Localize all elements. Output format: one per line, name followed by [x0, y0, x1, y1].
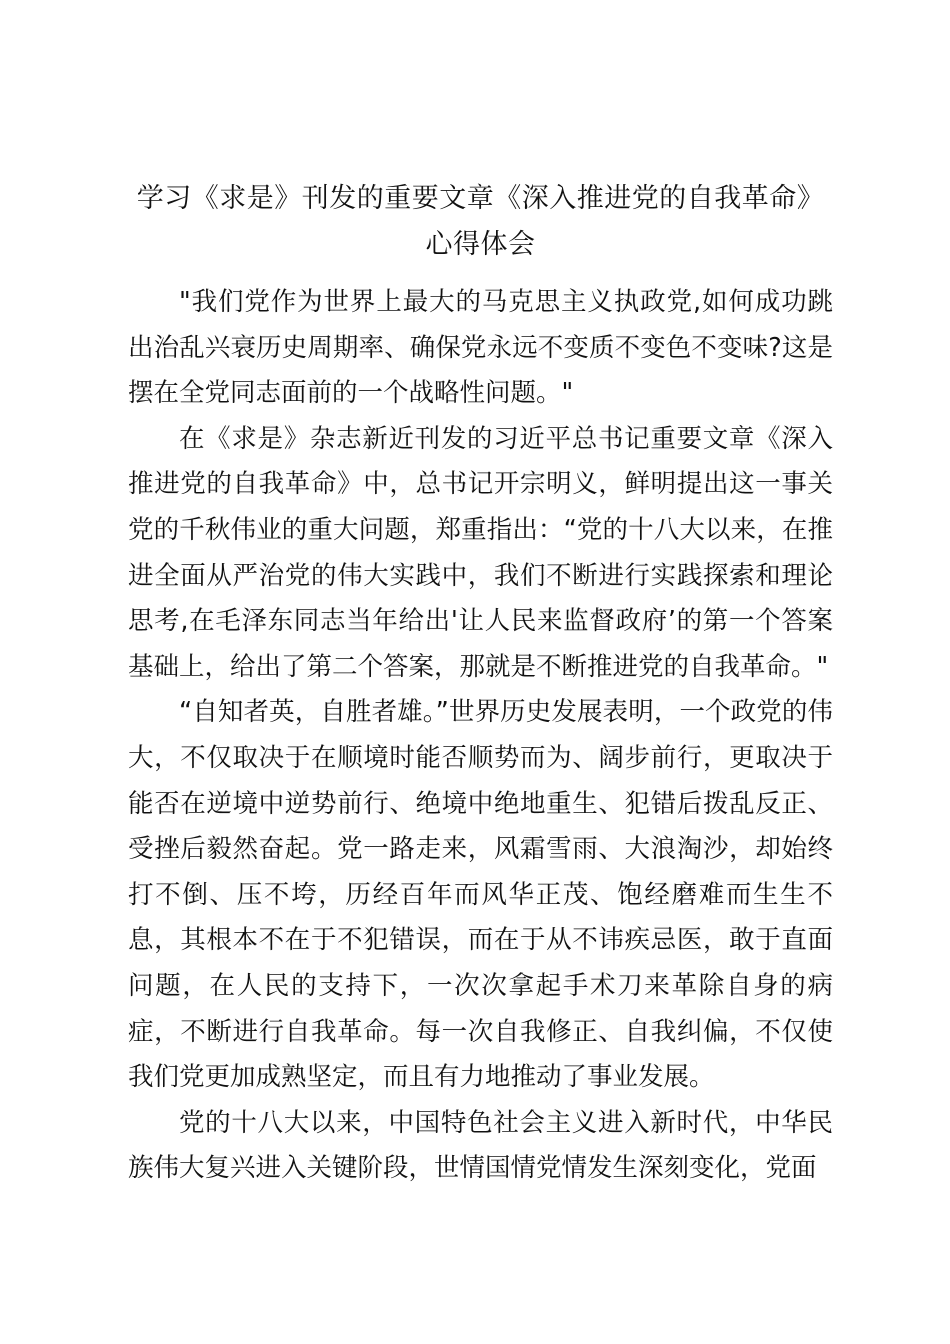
document-title: 学习《求是》刊发的重要文章《深入推进党的自我革命》心得体会	[136, 183, 825, 260]
paragraph-1: "我们党作为世界上最大的马克思主义执政党,如何成功跳出治乱兴衰历史周期率、确保党永远不变质不变色不变味?这是摆在全党同志面前的一个战略性问题。"	[128, 287, 833, 409]
paragraph-3: “自知者英，自胜者雄。”世界历史发展表明，一个政党的伟大，不仅取决于在顺境时能否顺势而为、阔步前行，更取决于能否在逆境中逆势前行、绝境中绝地重生、犯错后拨乱反正、受挫后毅然奋起。党一路走来，风霜雪雨、大浪淘沙，却始终打不倒、压不垮，历经百年而风华正茂、饱经磨难而生生不息，其根本不在于不犯错误，而在于从不讳疾忌医，敢于直面问题，在人民的支持下，一次次拿起手术刀来革除自身的病症，不断进行自我革命。每一次自我修正、自我纠偏，不仅使我们党更加成熟坚定，而且有力地推动了事业发展。	[128, 697, 833, 1093]
document-body	[128, 280, 833, 1192]
paragraph-4: 党的十八大以来，中国特色社会主义进入新时代，中华民族伟大复兴进入关键阶段，世情国情党情发生深刻变化，党面	[128, 1107, 833, 1184]
paragraph-2: 在《求是》杂志新近刊发的习近平总书记重要文章《深入推进党的自我革命》中，总书记开宗明义，鲜明提出这一事关党的千秋伟业的重大问题，郑重指出：“党的十八大以来，在推进全面从严治党的伟大实践中，我们不断进行实践探索和理论思考,在毛泽东同志当年给出'让人民来监督政府’的第一个答案基础上，给出了第二个答案，那就是不断推进党的自我革命。"	[128, 423, 833, 682]
